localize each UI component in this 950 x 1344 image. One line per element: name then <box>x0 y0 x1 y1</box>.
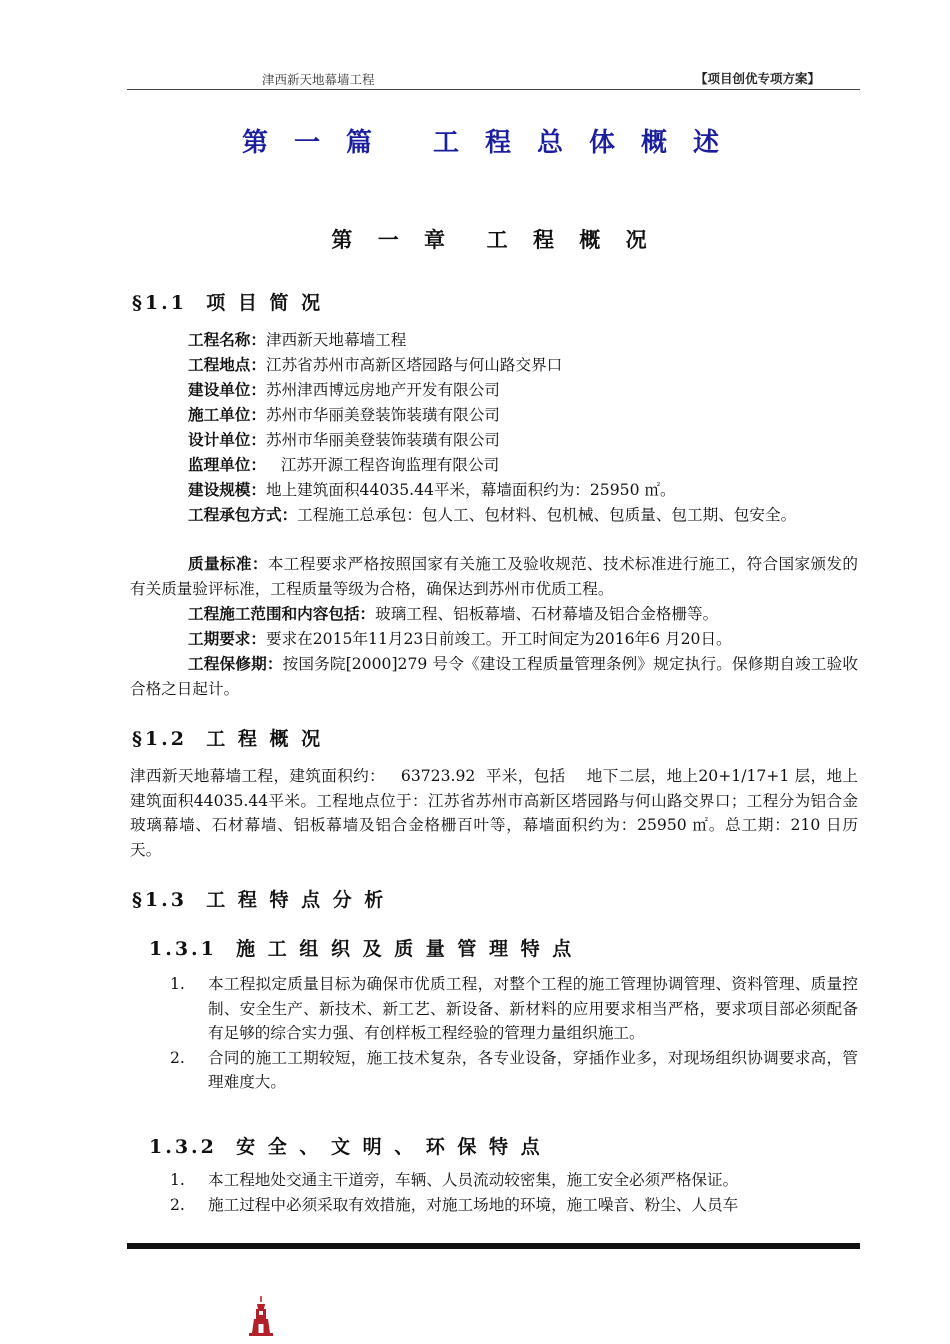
list-item-number: 2. <box>170 1048 185 1067</box>
field-value: 津西新天地幕墙工程 <box>265 331 407 349</box>
list-item-text: 本工程拟定质量目标为确保市优质工程，对整个工程的施工管理协调管理、资料管理、质量控制、安全生产、新技术、新工艺、新设备、新材料的应用要求相当严格，要求项目部必须配备有足够的综合实力强、有创样板工程经验的管理力量组织施工。 <box>208 975 858 1042</box>
field-label: 监理单位： <box>188 455 266 474</box>
list-item-number: 2. <box>170 1195 185 1214</box>
field-label: 设计单位： <box>188 430 266 449</box>
tower-logo-icon <box>246 1295 276 1340</box>
field-value: 本工程要求严格按照国家有关施工及验收规范、技术标准进行施工，符合国家颁发的有关质量验评标准，工程质量等级为合格，确保达到苏州市优质工程。 <box>130 555 858 598</box>
subsection-1-3-1-list <box>170 972 858 1095</box>
list-item <box>170 972 858 1046</box>
field-contract-mode <box>130 503 858 528</box>
field-project-name <box>130 328 858 353</box>
field-contractor <box>130 403 858 428</box>
field-developer <box>130 378 858 403</box>
field-schedule <box>130 627 858 652</box>
field-label: 工期要求： <box>188 629 266 648</box>
list-item-text: 本工程地处交通主干道旁，车辆、人员流动较密集，施工安全必须严格保证。 <box>208 1171 739 1189</box>
header-project-name: 津西新天地幕墙工程 <box>262 72 375 87</box>
field-value: 玻璃工程、铝板幕墙、石材幕墙及铝合金格栅等。 <box>375 605 719 623</box>
field-label: 施工单位： <box>188 405 266 424</box>
list-item-text: 施工过程中必须采取有效措施，对施工场地的环境，施工噪音、粉尘、人员车 <box>208 1195 739 1214</box>
subsection-1-3-1-title: 1.3.1 施 工 组 织 及 质 量 管 理 特 点 <box>149 938 575 960</box>
section-1-3-title: §1.3 工 程 特 点 分 析 <box>132 889 387 911</box>
field-value: 地上建筑面积44035.44平米，幕墙面积约为：25950 ㎡。 <box>265 481 676 499</box>
chapter-title: 第 一 章 工 程 概 况 <box>331 227 656 252</box>
field-value: 按国务院[2000]279 号令《建设工程质量管理条例》规定执行。保修期自竣工验收合格之日起计。 <box>130 655 858 698</box>
list-item-number: 1. <box>170 975 185 993</box>
subsection-1-3-2-list <box>170 1168 858 1217</box>
field-value: 江苏开源工程咨询监理有限公司 <box>265 456 500 474</box>
field-label: 工程保修期： <box>188 654 283 673</box>
field-value: 工程施工总承包：包人工、包材料、包机械、包质量、包工期、包安全。 <box>297 506 797 524</box>
field-designer <box>130 428 858 453</box>
section-1-2-title: §1.2 工 程 概 况 <box>132 728 324 750</box>
field-label: 工程名称： <box>188 330 266 349</box>
header-document-type: 【项目创优专项方案】 <box>694 71 820 86</box>
field-label: 工程承包方式： <box>188 505 298 524</box>
field-value: 苏州市华丽美登装饰装璜有限公司 <box>265 406 500 424</box>
section-1-2-body: 津西新天地幕墙工程，建筑面积约： 63723.92 平米，包括 地下二层，地上20+1/17+1 层，地上建筑面积44035.44平米。工程地点位于：江苏省苏州市高新区塔园路与何山路交界口；工程分为铝合金玻璃幕墙、石材幕墙、铝板幕墙及铝合金格栅百叶等，幕墙面积约为：25950 ㎡。总工期：210 日历天。 <box>130 767 858 859</box>
field-value: 要求在2015年11月23日前竣工。开工时间定为2016年6 月20日。 <box>265 630 732 648</box>
list-item <box>170 1193 858 1218</box>
field-label: 工程地点： <box>188 355 266 374</box>
field-value: 苏州市华丽美登装饰装璜有限公司 <box>265 431 500 449</box>
list-item <box>170 1046 858 1095</box>
footer-rule <box>127 1243 860 1249</box>
list-item-text: 合同的施工工期较短，施工技术复杂，各专业设备，穿插作业多，对现场组织协调要求高，管理难度大。 <box>208 1048 858 1091</box>
header-divider <box>127 89 860 90</box>
field-label: 建设单位： <box>188 380 266 399</box>
field-project-location <box>130 353 858 378</box>
field-label: 工程施工范围和内容包括： <box>188 604 376 623</box>
field-value: 苏州津西博远房地产开发有限公司 <box>265 381 500 399</box>
field-label: 质量标准： <box>188 554 268 573</box>
subsection-1-3-2-title: 1.3.2 安 全 、 文 明 、 环 保 特 点 <box>149 1136 543 1158</box>
list-item <box>170 1168 858 1193</box>
field-quality-standard <box>130 552 858 601</box>
field-scale <box>130 478 858 503</box>
field-warranty <box>130 652 858 701</box>
field-supervisor <box>130 453 858 478</box>
list-item-number: 1. <box>170 1171 185 1189</box>
field-scope <box>130 602 858 627</box>
section-1-1-title: §1.1 项 目 简 况 <box>132 292 324 314</box>
part-title: 第一篇 工程总体概述 <box>241 128 746 158</box>
field-label: 建设规模： <box>188 480 266 499</box>
field-value: 江苏省苏州市高新区塔园路与何山路交界口 <box>265 356 563 374</box>
